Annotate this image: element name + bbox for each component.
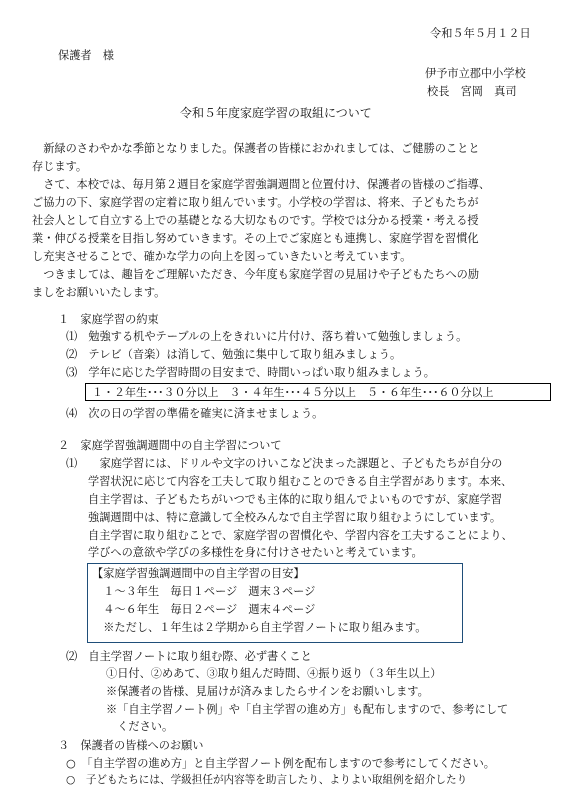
guide-box-line: １～３年生 毎日１ページ 週末３ページ: [92, 585, 316, 598]
section2-item2-line: ※保護者の皆様、見届けが済みましたらサインをお願いします。: [106, 685, 429, 698]
section2-item2-line: ※「自主学習ノート例」や「自主学習の進め方」も配布しますので、参考にして: [106, 703, 509, 716]
page-title: 令和５年度家庭学習の取組について: [180, 106, 372, 120]
self-study-guide-box: [87, 563, 463, 643]
intro-line: 社会人として自立する上での基礎となる大切なものです。学校では分かる授業・考える授: [32, 214, 479, 227]
guide-box-note: ※ただし、１年生は２学期から自主学習ノートに取り組みます。: [92, 621, 427, 634]
intro-line: ましをお願いいたします。: [32, 286, 166, 299]
section1-item: ⑴ 勉強する机やテーブルの上をきれいに片付け、落ち着いて勉強しましょう。: [66, 330, 468, 343]
section2-line: 学習状況に応じて内容を工夫して取り組むことのできる自主学習があります。本来、: [88, 475, 513, 488]
guide-box-line: ４～６年生 毎日２ページ 週末４ページ: [92, 603, 316, 616]
section1-heading: １ 家庭学習の約束: [58, 313, 159, 326]
section2-heading: ２ 家庭学習強調週間中の自主学習について: [58, 439, 282, 452]
intro-line: つきましては、趣旨をご理解いただき、今年度も家庭学習の見届けや子どもたちへの励: [32, 268, 480, 281]
study-time-text: １・２年生･･･３０分以上 ３・４年生･･･４５分以上 ５・６年生･･･６０分以上: [92, 386, 494, 399]
section2-line: 強調週間中は、特に意識して全校みんなで自主学習に取り組むようにしています。: [88, 511, 502, 524]
intro-line: ご協力の下、家庭学習の定着に取り組んでいます。小学校の学習は、将来、子どもたちが: [32, 196, 479, 209]
section3-item: ○ 子どもたちには、学級担任が内容等を助言したり、よりよい取組例を紹介したり: [66, 774, 468, 786]
section1-item: ⑵ テレビ（音楽）は消して、勉強に集中して取り組みましょう。: [66, 348, 402, 361]
school-name: 伊予市立郡中小学校: [425, 67, 526, 80]
intro-line: 存じます。: [32, 160, 88, 173]
guide-box-title: 【家庭学習強調週間中の自主学習の目安】: [92, 567, 305, 580]
intro-line: し充実させることで、確かな学力の向上を図っていきたいと考えています。: [32, 250, 412, 263]
section2-item2-line: ①日付、②めあて、③取り組んだ時間、④振り返り（３年生以上）: [106, 667, 442, 680]
section1-item: ⑶ 学年に応じた学習時間の目安まで、時間いっぱい取り組みましょう。: [66, 366, 435, 379]
section2-line: ⑴ 家庭学習には、ドリルや文字のけいこなど決まった課題と、子どもたちが自分の: [66, 457, 503, 470]
section2-item2-line: ください。: [106, 720, 174, 733]
recipient: 保護者 様: [58, 49, 114, 62]
intro-line: 新緑のさわやかな季節となりました。保護者の皆様におかれましては、ご健勝のことと: [32, 142, 480, 155]
intro-line: 業・伸びる授業を目指し努めていきます。その上でご家庭とも連携し、家庭学習を習慣化: [32, 232, 479, 245]
intro-line: さて、本校では、毎月第２週目を家庭学習強調週間と位置付け、保護者の皆様のご指導、: [32, 178, 491, 191]
section1-item: ⑷ 次の日の学習の準備を確実に済ませましょう。: [66, 407, 324, 420]
section2-line: 自主学習は、子どもたちがいつでも主体的に取り組んでよいものですが、家庭学習: [88, 493, 502, 506]
letter-date: 令和５年５月１２日: [430, 27, 531, 40]
section3-heading: ３ 保護者の皆様へのお願い: [58, 739, 204, 752]
section3-item: ○ 「自主学習の進め方」と自主学習ノート例を配布しますので参考にしてください。: [66, 757, 495, 770]
section2-line: 学びへの意欲や学びの多様性を身に付けさせたいと考えています。: [88, 546, 423, 559]
section2-line: 自主学習に取り組むことで、家庭学習の習慣化や、学習内容を工夫することにより、: [88, 529, 513, 542]
principal-name: 校長 宮岡 真司: [427, 85, 517, 98]
section2-item2-title: ⑵ 自主学習ノートに取り組む際、必ず書くこと: [66, 650, 312, 663]
study-time-box: [85, 383, 551, 401]
